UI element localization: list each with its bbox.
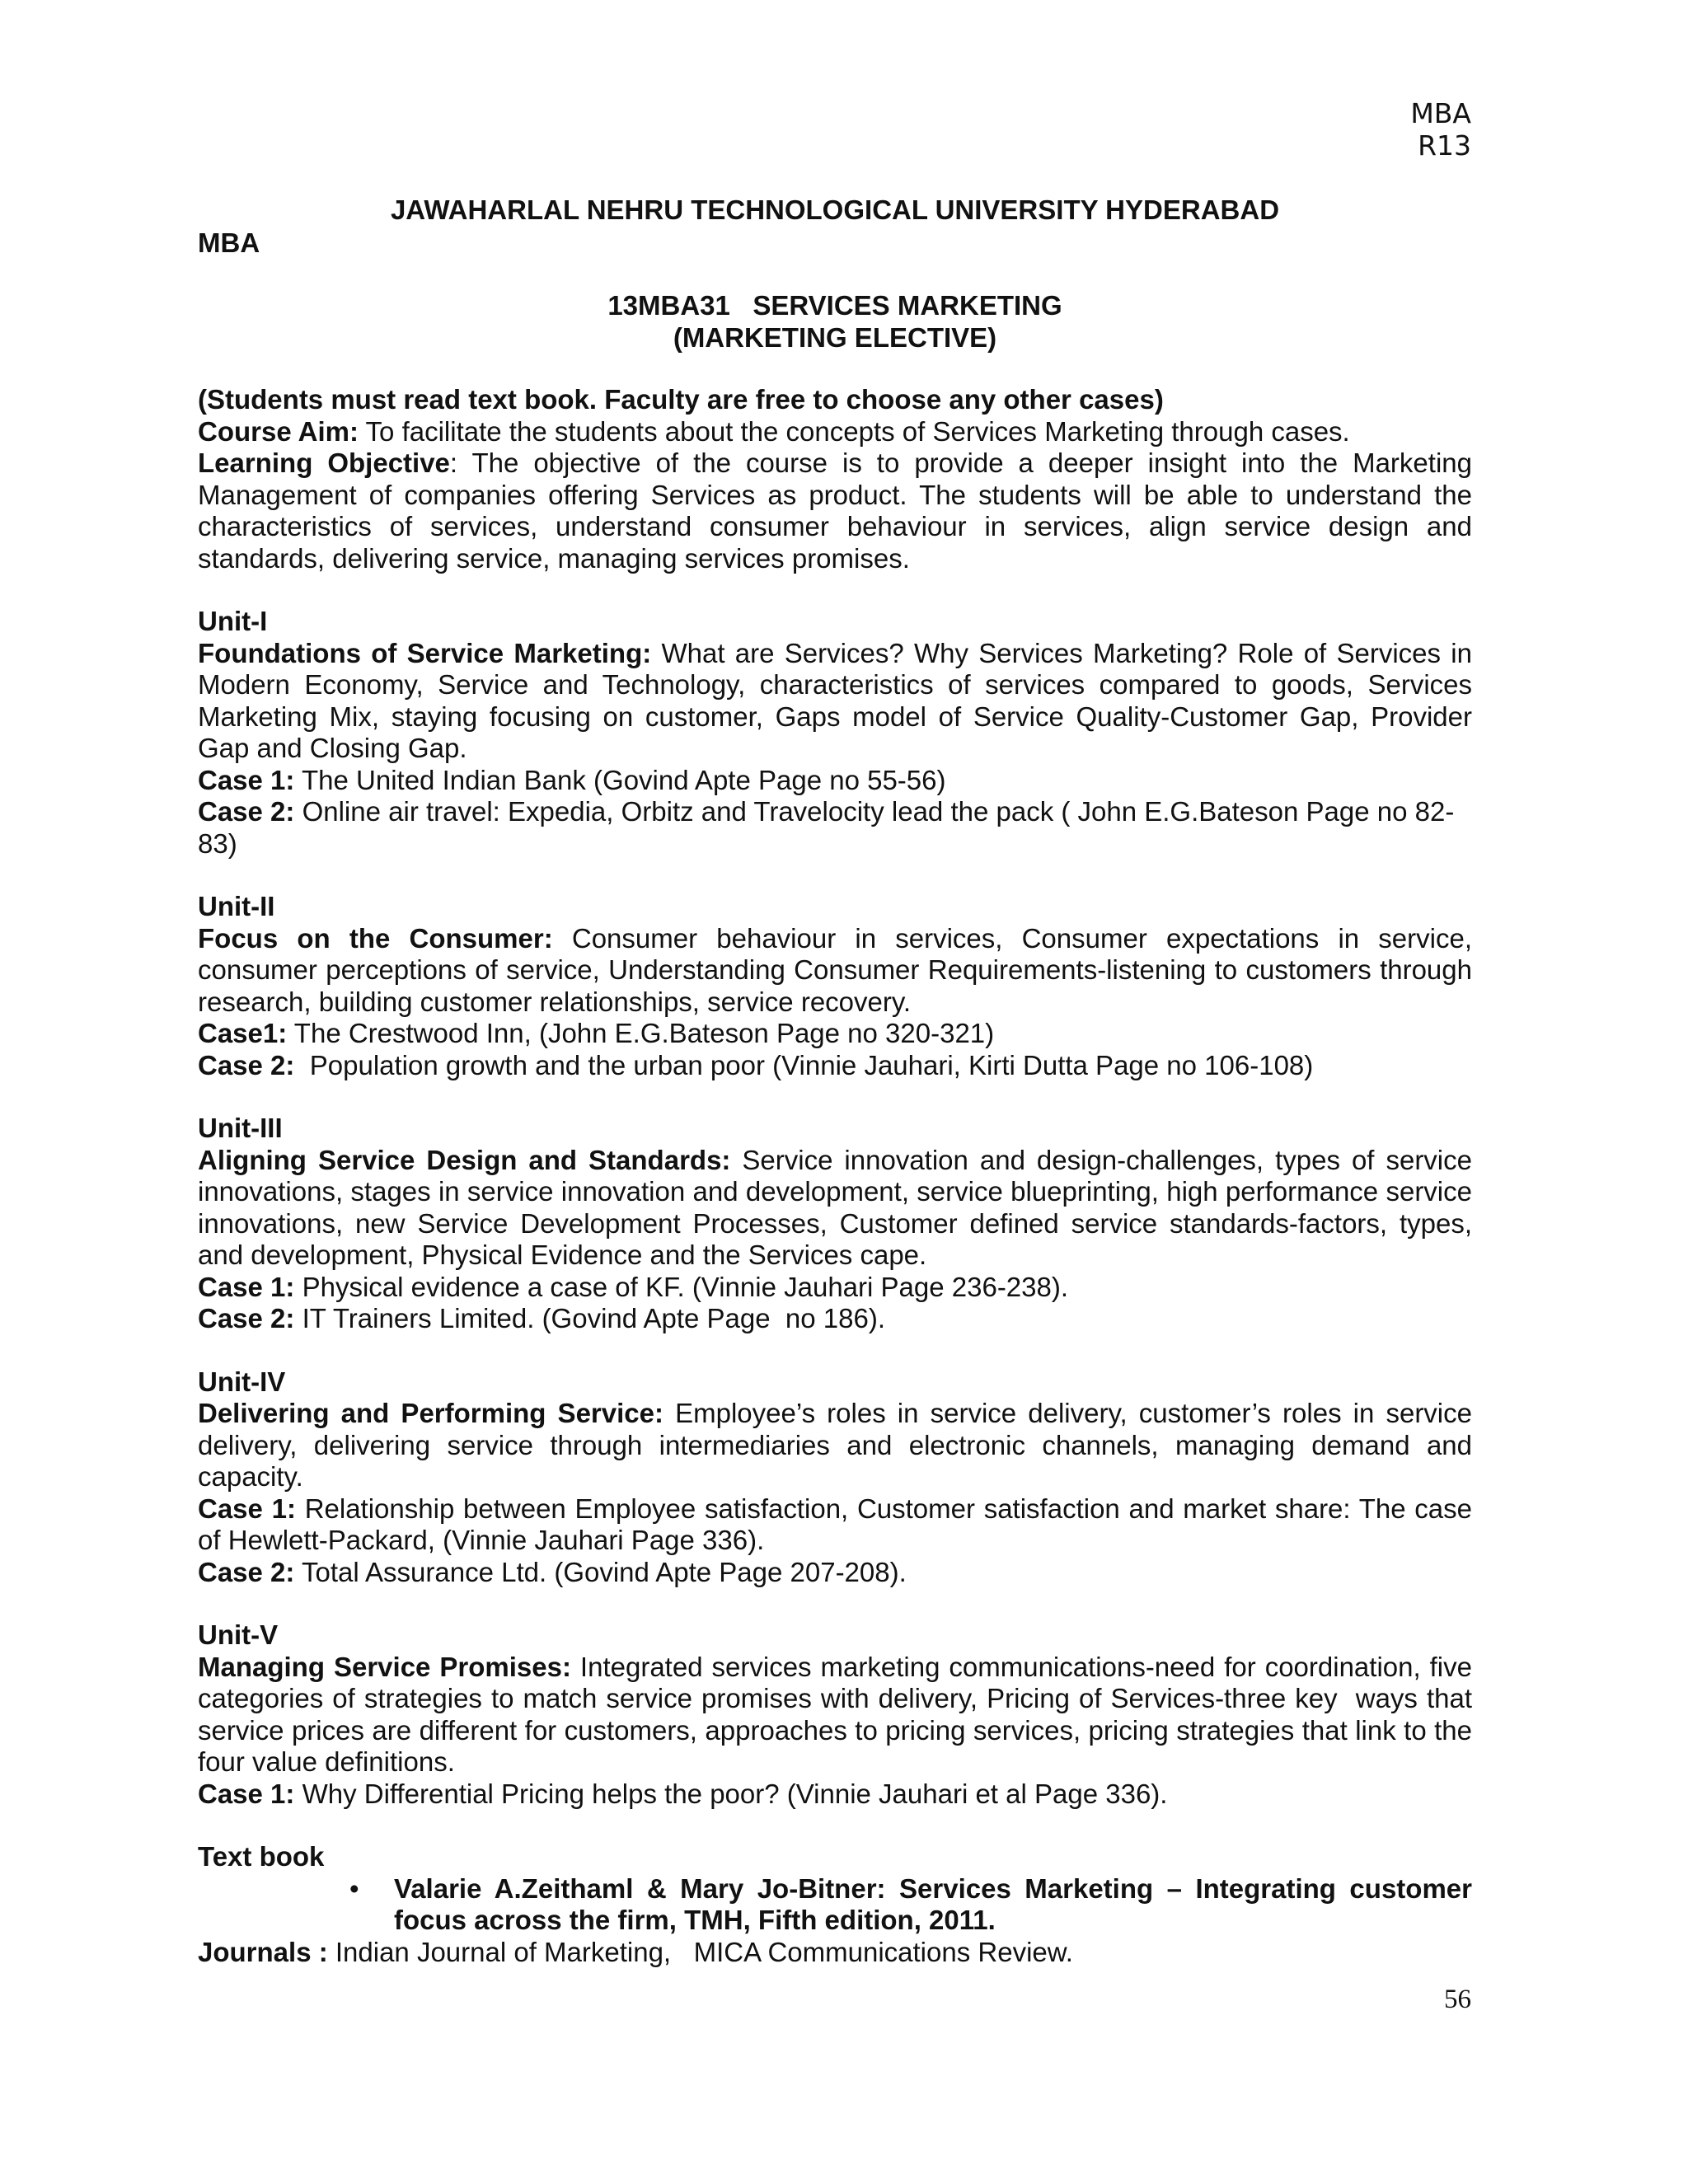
course-elective: (MARKETING ELECTIVE)	[673, 322, 997, 353]
unit-topic-text: What are Services? Why Services Marketing? Role of Services in Modern Economy, Service and Technology, characteristics of services compared to goods, Services Marketing Mix, staying focusing on customer, Gaps model of Service Quality-Customer Gap, Provider Gap and Closing Gap.	[198, 637, 1472, 763]
journals-text: Indian Journal of Marketing, MICA Communications Review.	[327, 1936, 1073, 1967]
header-code: MBA R13	[1410, 97, 1471, 162]
case-label: Case 1:	[198, 764, 295, 795]
case-label: Case 2:	[198, 1049, 295, 1080]
syllabus-body	[198, 384, 1480, 1968]
unit-topics	[198, 1651, 1480, 1779]
learning-objective-label: Learning Objective	[198, 448, 450, 478]
case-item	[198, 1018, 1472, 1050]
text-book-section	[198, 1841, 1472, 1968]
unit-topic-label: Delivering and Performing Service:	[198, 1398, 663, 1428]
course-note	[198, 384, 1472, 416]
spacer	[198, 1588, 1472, 1619]
case-text: Relationship between Employee satisfaction, Customer satisfaction and market share: The case of Hewlett-Packard, (Vinnie Jauhari Page 336).	[198, 1493, 1473, 1555]
case-label: Case 2:	[198, 1556, 295, 1587]
text-book-list	[198, 1873, 1472, 1937]
case-label: Case 2:	[198, 796, 295, 827]
case-label: Case 1:	[198, 1493, 296, 1524]
case-text: Total Assurance Ltd. (Govind Apte Page 207-208).	[294, 1556, 907, 1587]
case-item	[198, 1303, 1472, 1335]
bullet-icon: •	[349, 1872, 359, 1904]
case-item	[198, 765, 1472, 797]
case-text: The Crestwood Inn, (John E.G.Bateson Page no 320-321)	[287, 1018, 995, 1048]
program-name: MBA	[198, 227, 260, 258]
course-title-block	[198, 289, 1472, 354]
case-text: IT Trainers Limited. (Govind Apte Page no 186).	[294, 1303, 886, 1333]
spacer	[198, 860, 1472, 891]
unit-topic-label: Aligning Service Design and Standards:	[198, 1144, 731, 1175]
unit-topics	[198, 1145, 1472, 1272]
journals	[198, 1937, 1472, 1969]
unit-topic-label: Managing Service Promises:	[198, 1651, 571, 1682]
case-item	[198, 1557, 1472, 1589]
course-aim-label: Course Aim:	[198, 415, 359, 447]
unit-topic-label: Focus on the Consumer:	[198, 922, 553, 954]
case-label: Case 2:	[198, 1303, 295, 1333]
case-text: The United Indian Bank (Govind Apte Page no 55-56)	[294, 764, 946, 795]
case-label: Case 1:	[198, 1778, 295, 1809]
case-item	[198, 1050, 1472, 1082]
unit-topic-text: Service innovation and design-challenges, types of service innovations, stages in service innovation and development, service blueprinting, high performance service innovations, new Service Development Processes, Customer defined service standards-factors, types, and development, Physical Evidence and the Services cape.	[198, 1144, 1472, 1270]
unit-section	[198, 891, 1472, 1081]
case-item	[198, 796, 1472, 860]
course-code-title: 13MBA31 SERVICES MARKETING	[607, 290, 1062, 321]
spacer	[198, 1810, 1472, 1841]
course-aim-text: To facilitate the students about the concepts of Services Marketing through cases.	[358, 415, 1350, 447]
unit-topics	[198, 923, 1472, 1019]
case-item	[198, 1272, 1472, 1304]
unit-section	[198, 1619, 1480, 1810]
case-text: Why Differential Pricing helps the poor? (Vinnie Jauhari et al Page 336).	[294, 1778, 1168, 1809]
unit-topic-text: Employee’s roles in service delivery, customer’s roles in service delivery, delivering service through intermediaries and electronic channels, managing demand and capacity.	[198, 1398, 1472, 1492]
university-name: JAWAHARLAL NEHRU TECHNOLOGICAL UNIVERSITY HYDERABAD	[390, 194, 1280, 225]
unit-topics	[198, 1398, 1472, 1493]
spacer	[198, 574, 1472, 606]
unit-topics	[198, 638, 1472, 765]
unit-section	[198, 1113, 1472, 1335]
text-book-heading: Text book	[198, 1841, 325, 1872]
text-book-title: Valarie A.Zeithaml & Mary Jo-Bitner: Services Marketing – Integrating customer focus across the firm, TMH, Fifth edition, 2011.	[394, 1872, 1472, 1935]
unit-heading: Unit-IV	[198, 1366, 286, 1397]
journals-label: Journals :	[198, 1936, 328, 1967]
spacer	[198, 1335, 1472, 1366]
unit-topic-text: Integrated services marketing communications-need for coordination, five categories of strategies to match service promises with delivery, Pricing of Services-three key ways that service prices are different for customers, approaches to pricing services, pricing strategies that link to the four value definitions.	[198, 1651, 1480, 1777]
page-number: 56	[1444, 1985, 1471, 2014]
case-item	[198, 1779, 1472, 1811]
learning-objective-text: : The objective of the course is to provide a deeper insight into the Marketing Management of companies offering Services as product. The students will be able to understand the characteristics of services, understand consumer behaviour in services, align service design and standards, delivering service, managing services promises.	[198, 448, 1472, 574]
unit-heading: Unit-III	[198, 1113, 283, 1143]
unit-section	[198, 1366, 1472, 1589]
spacer	[198, 1081, 1472, 1113]
unit-heading: Unit-I	[198, 606, 268, 636]
unit-topic-text: Consumer behaviour in services, Consumer expectations in service, consumer perceptions of service, Understanding Consumer Requirements-listening to customers through research, building customer relationships, service recovery.	[198, 922, 1473, 1017]
case-label: Case 1:	[198, 1271, 295, 1302]
text-book-item	[198, 1873, 1472, 1937]
case-item	[198, 1493, 1472, 1557]
case-text: Population growth and the urban poor (Vinnie Jauhari, Kirti Dutta Page no 106-108)	[294, 1049, 1314, 1080]
case-text: Online air travel: Expedia, Orbitz and Travelocity lead the pack ( John E.G.Bateson Page no 82-83)	[198, 796, 1455, 859]
unit-topic-label: Foundations of Service Marketing:	[198, 637, 652, 668]
case-text: Physical evidence a case of KF. (Vinnie Jauhari Page 236-238).	[294, 1271, 1069, 1302]
course-aim	[198, 416, 1472, 448]
learning-objective	[198, 448, 1472, 574]
unit-heading: Unit-V	[198, 1619, 279, 1650]
course-note-text: (Students must read text book. Faculty are free to choose any other cases)	[198, 384, 1164, 415]
unit-heading: Unit-II	[198, 891, 275, 921]
case-label: Case1:	[198, 1018, 288, 1048]
unit-section	[198, 606, 1472, 860]
